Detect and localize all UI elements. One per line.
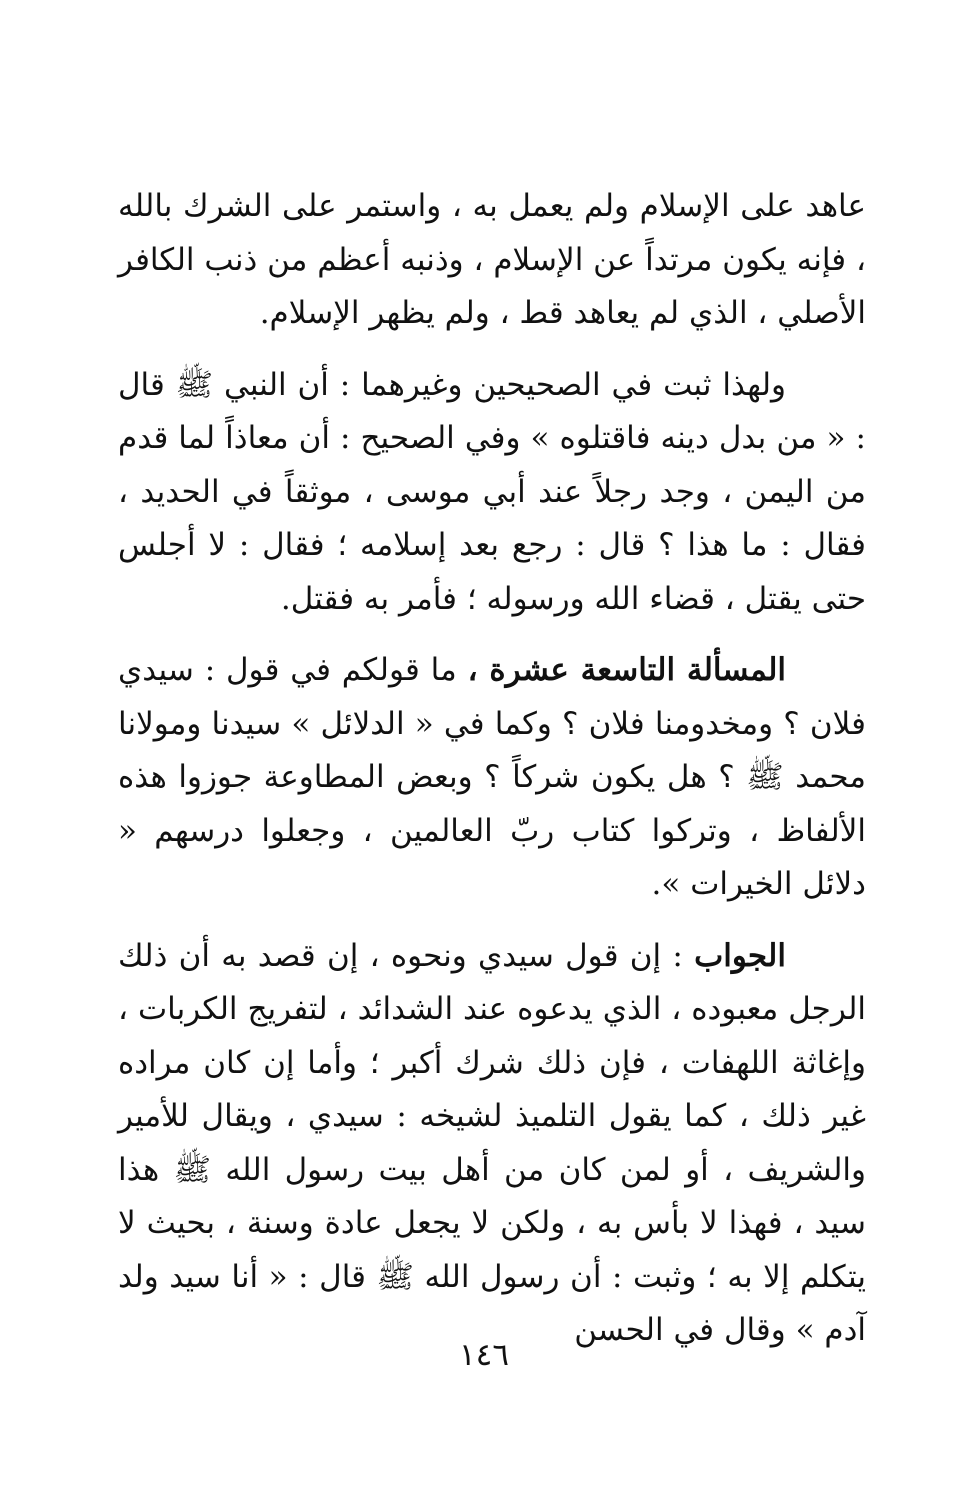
answer-heading: الجواب	[694, 937, 786, 974]
page-body	[118, 180, 866, 1358]
paragraph-3	[118, 644, 866, 912]
question-heading: المسألة التاسعة عشرة ،	[467, 652, 787, 688]
page-number: ١٤٦	[459, 1337, 509, 1373]
paragraph-1-text: عاهد على الإسلام ولم يعمل به ، واستمر على الشرك بالله ، فإنه يكون مرتداً عن الإسلام ، وذنبه أعظم من ذنب الكافر الأصلي ، الذي لم يعاهد قط ، ولم يظهر الإسلام.	[118, 188, 866, 331]
paragraph-4-text: : إن قول سيدي ونحوه ، إن قصد به أن ذلك الرجل معبوده ، الذي يدعوه عند الشدائد ، لتفريج الكربات ، وإغاثة اللهفات ، فإن ذلك شرك أكبر ؛ وأما إن كان مراده غير ذلك ، كما يقول التلميذ لشيخه : سيدي ، ويقال للأمير والشريف ، أو لمن كان من أهل بيت رسول الله ﷺ هذا سيد ، فهذا لا بأس به ، ولكن لا يجعل عادة وسنة ، بحيث لا يتكلم إلا به ؛ وثبت : أن رسول الله ﷺ قال : « أنا سيد ولد آدم » وقال في الحسن	[118, 937, 866, 1348]
paragraph-3-text: ما قولكم في قول : سيدي فلان ؟ ومخدومنا فلان ؟ وكما في « الدلائل » سيدنا ومولانا محمد ﷺ ؟ هل يكون شركاً ؟ وبعض المطاوعة جوزوا هذه الألفاظ ، وتركوا كتاب ربّ العالمين ، وجعلوا درسهم « دلائل الخيرات ».	[118, 652, 866, 902]
paragraph-1	[118, 180, 866, 341]
paragraph-2	[118, 359, 866, 627]
paragraph-2-text: ولهذا ثبت في الصحيحين وغيرهما : أن النبي ﷺ قال : « من بدل دينه فاقتلوه » وفي الصحيح : أن معاذاً لما قدم من اليمن ، وجد رجلاً عند أبي موسى ، موثقاً في الحديد ، فقال : ما هذا ؟ قال : رجع بعد إسلامه ؛ فقال : لا أجلس حتى يقتل ، قضاء الله ورسوله ؛ فأمر به فقتل.	[118, 366, 866, 617]
paragraph-4	[118, 930, 866, 1358]
